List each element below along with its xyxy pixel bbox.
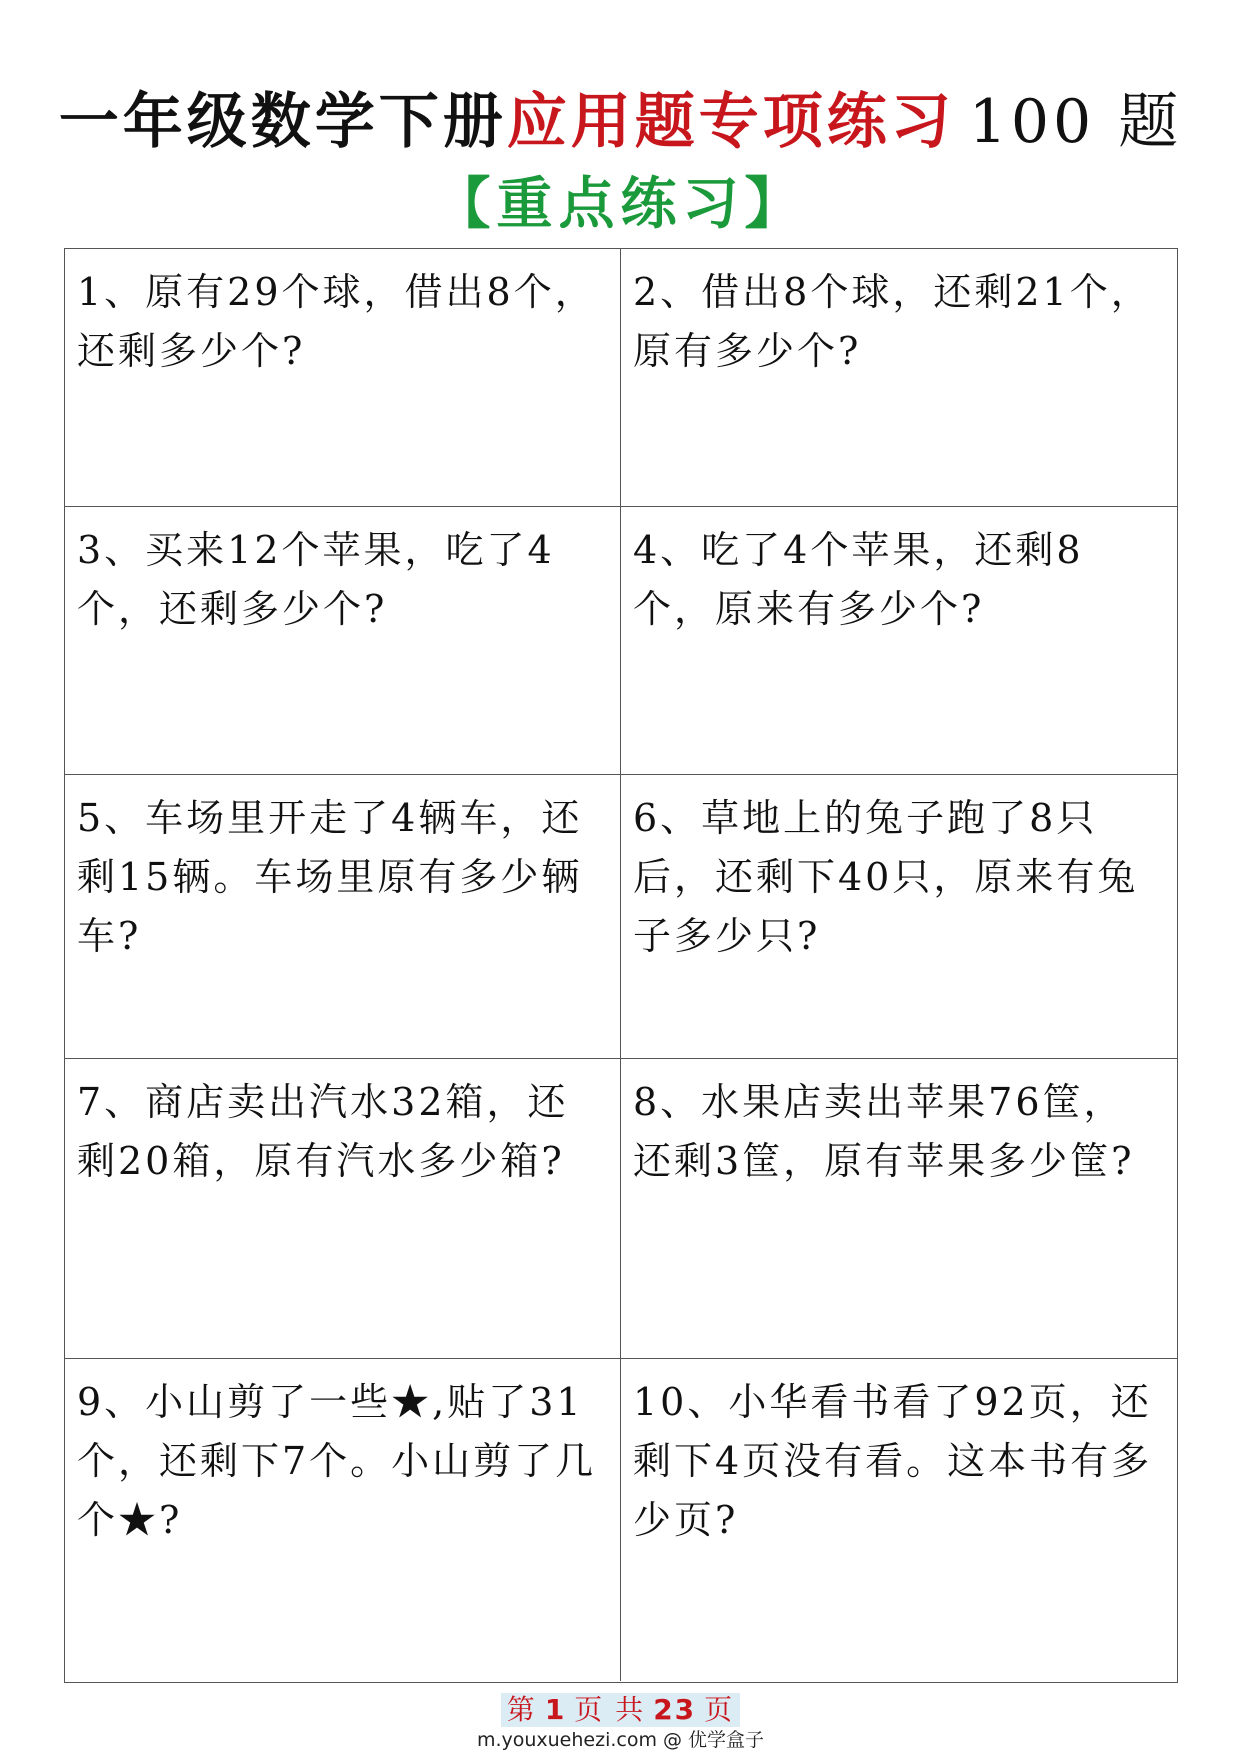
title-part-topic: 应用题专项练习 — [506, 87, 955, 157]
site-credit: m.youxuehezi.com @ 优学盒子 — [476, 1729, 765, 1751]
page-title — [0, 82, 1241, 162]
page-footer — [0, 1693, 1241, 1751]
problem-cell: 2、借出8个球，还剩21个，原有多少个? — [621, 249, 1177, 507]
problem-grid — [64, 248, 1178, 1683]
page-suffix: 页 — [704, 1693, 735, 1726]
title-part-count: 100 题 — [968, 87, 1183, 157]
page-subtitle: 【重点练习】 — [434, 171, 807, 237]
problem-cell: 9、小山剪了一些★,贴了31个，还剩下7个。小山剪了几个★? — [65, 1359, 621, 1681]
problem-cell: 1、原有29个球，借出8个，还剩多少个? — [65, 249, 621, 507]
page-indicator — [501, 1693, 740, 1727]
problem-cell: 5、车场里开走了4辆车，还剩15辆。车场里原有多少辆车? — [65, 775, 621, 1059]
page-current-number: 1 — [544, 1693, 567, 1726]
page-middle-text: 页 共 — [574, 1693, 646, 1726]
page-prefix: 第 — [506, 1693, 537, 1726]
page-total-number: 23 — [653, 1693, 697, 1726]
title-part-grade: 一年级数学下册 — [58, 87, 507, 157]
problem-cell: 6、草地上的兔子跑了8只后，还剩下40只，原来有兔子多少只? — [621, 775, 1177, 1059]
problem-cell: 4、吃了4个苹果，还剩8个，原来有多少个? — [621, 507, 1177, 775]
problem-cell: 7、商店卖出汽水32箱，还剩20箱，原有汽水多少箱? — [65, 1059, 621, 1359]
problem-cell: 10、小华看书看了92页，还剩下4页没有看。这本书有多少页? — [633, 1380, 1153, 1542]
problem-cell: 3、买来12个苹果，吃了4个，还剩多少个? — [65, 507, 621, 775]
problem-cell: 8、水果店卖出苹果76筐，还剩3筐，原有苹果多少筐? — [621, 1059, 1177, 1359]
